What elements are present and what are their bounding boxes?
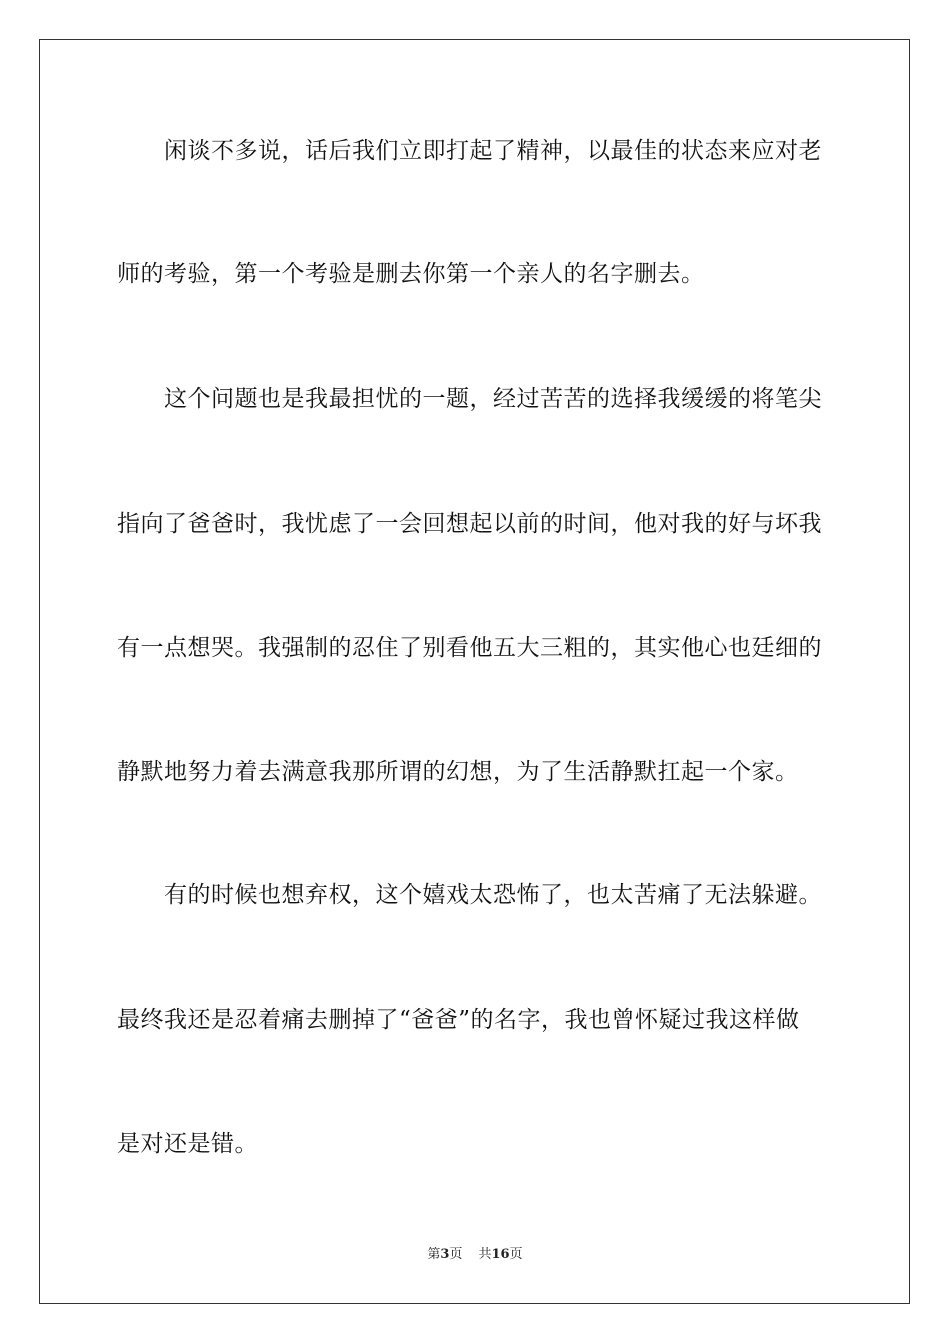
total-prefix: 共 — [478, 1247, 492, 1262]
page-suffix: 页 — [449, 1247, 463, 1262]
page-prefix: 第 — [427, 1247, 441, 1262]
page-number: 3 — [440, 1247, 450, 1262]
paragraph-line-2: 师的考验，第一个考验是删去你第一个亲人的名字删去。 — [117, 261, 705, 287]
paragraph-line-3: 这个问题也是我最担忧的一题，经过苦苦的选择我缓缓的将笔尖 — [164, 386, 822, 412]
paragraph-line-6: 静默地努力着去满意我那所谓的幻想，为了生活静默扛起一个家。 — [117, 759, 799, 785]
paragraph-line-8: 最终我还是忍着痛去删掉了“爸爸”的名字，我也曾怀疑过我这样做 — [117, 1007, 800, 1033]
paragraph-line-1: 闲谈不多说，话后我们立即打起了精神，以最佳的状态来应对老 — [164, 138, 822, 164]
total-pages: 16 — [491, 1247, 510, 1262]
paragraph-line-4: 指向了爸爸时，我忧虑了一会回想起以前的时间，他对我的好与坏我 — [117, 511, 822, 537]
paragraph-line-9: 是对还是错。 — [117, 1131, 258, 1157]
page-footer — [0, 1246, 950, 1264]
paragraph-line-5: 有一点想哭。我强制的忍住了别看他五大三粗的，其实他心也廷细的 — [117, 635, 822, 661]
page-border — [39, 39, 910, 1304]
paragraph-line-7: 有的时候也想弃权，这个嬉戏太恐怖了，也太苦痛了无法躲避。 — [164, 882, 822, 908]
total-suffix: 页 — [509, 1247, 523, 1262]
